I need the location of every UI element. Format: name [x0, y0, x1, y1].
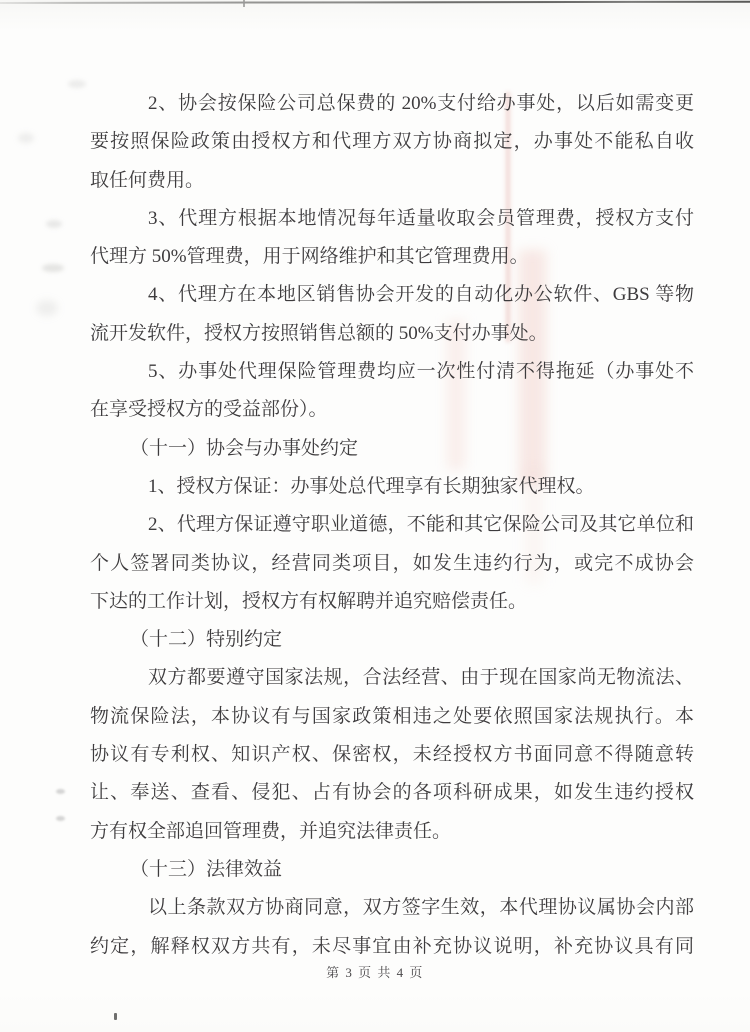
text-line: 2、代理方保证遵守职业道德，不能和其它保险公司及其它单位和 [148, 514, 694, 536]
scan-tick-artifact [243, 0, 245, 7]
text-line: 4、代理方在本地区销售协会开发的自动化办公软件、GBS 等物 [148, 284, 694, 306]
text-line: 流开发软件，授权方按照销售总额的 50%支付办事处。 [90, 322, 548, 344]
text-line: 下达的工作计划，授权方有权解聘并追究赔偿责任。 [90, 590, 528, 612]
text-line: 要按照保险政策由授权方和代理方双方协商拟定，办事处不能私自收 [90, 131, 694, 153]
text-line: 协议有专利权、知识产权、保密权，未经授权方书面同意不得随意转 [90, 744, 694, 766]
page-number-footer: 第 3 页 共 4 页 [326, 965, 424, 980]
text-line: （十三）法律效益 [130, 858, 283, 880]
text-line: 3、代理方根据本地情况每年适量收取会员管理费，授权方支付 [148, 207, 694, 229]
text-line: 让、奉送、查看、侵犯、占有协会的各项科研成果，如发生违约授权 [90, 782, 694, 804]
text-line: 物流保险法，本协议有与国家政策相违之处要依照国家法规执行。本 [90, 705, 694, 727]
scan-edge-artifact [0, 1, 750, 4]
text-line: 5、办事处代理保险管理费均应一次性付清不得拖延（办事处不 [148, 361, 694, 383]
text-line: 个人签署同类协议，经营同类项目，如发生违约行为，或完不成协会 [90, 552, 694, 574]
scan-smudge [18, 133, 34, 143]
text-line: （十二）特别约定 [130, 629, 283, 651]
text-line: 在享受授权方的受益部份）。 [90, 399, 328, 421]
text-line: （十一）协会与办事处约定 [130, 437, 359, 459]
text-line: 代理方 50%管理费，用于网络维护和其它管理费用。 [90, 246, 529, 268]
document-lines [90, 85, 694, 966]
text-line: 以上条款双方协商同意，双方签字生效，本代理协议属协会内部 [148, 897, 694, 919]
scan-smudge [46, 220, 62, 228]
text-line: 双方都要遵守国家法规，合法经营、由于现在国家尚无物流法、 [148, 667, 694, 689]
scan-speck [114, 1013, 117, 1020]
text-line: 1、授权方保证：办事处总代理享有长期独家代理权。 [148, 475, 595, 497]
text-line: 约定，解释权双方共有，未尽事宜由补充协议说明，补充协议具有同 [90, 935, 694, 957]
scan-smudge [36, 300, 58, 316]
scan-smudge [42, 264, 64, 272]
text-line: 取任何费用。 [90, 169, 205, 191]
scan-smudge [56, 789, 65, 794]
scan-smudge [56, 816, 65, 821]
text-line: 2、协会按保险公司总保费的 20%支付给办事处，以后如需变更 [148, 93, 694, 114]
text-line: 方有权全部追回管理费，并追究法律责任。 [90, 820, 452, 842]
scan-smudge [68, 80, 86, 88]
